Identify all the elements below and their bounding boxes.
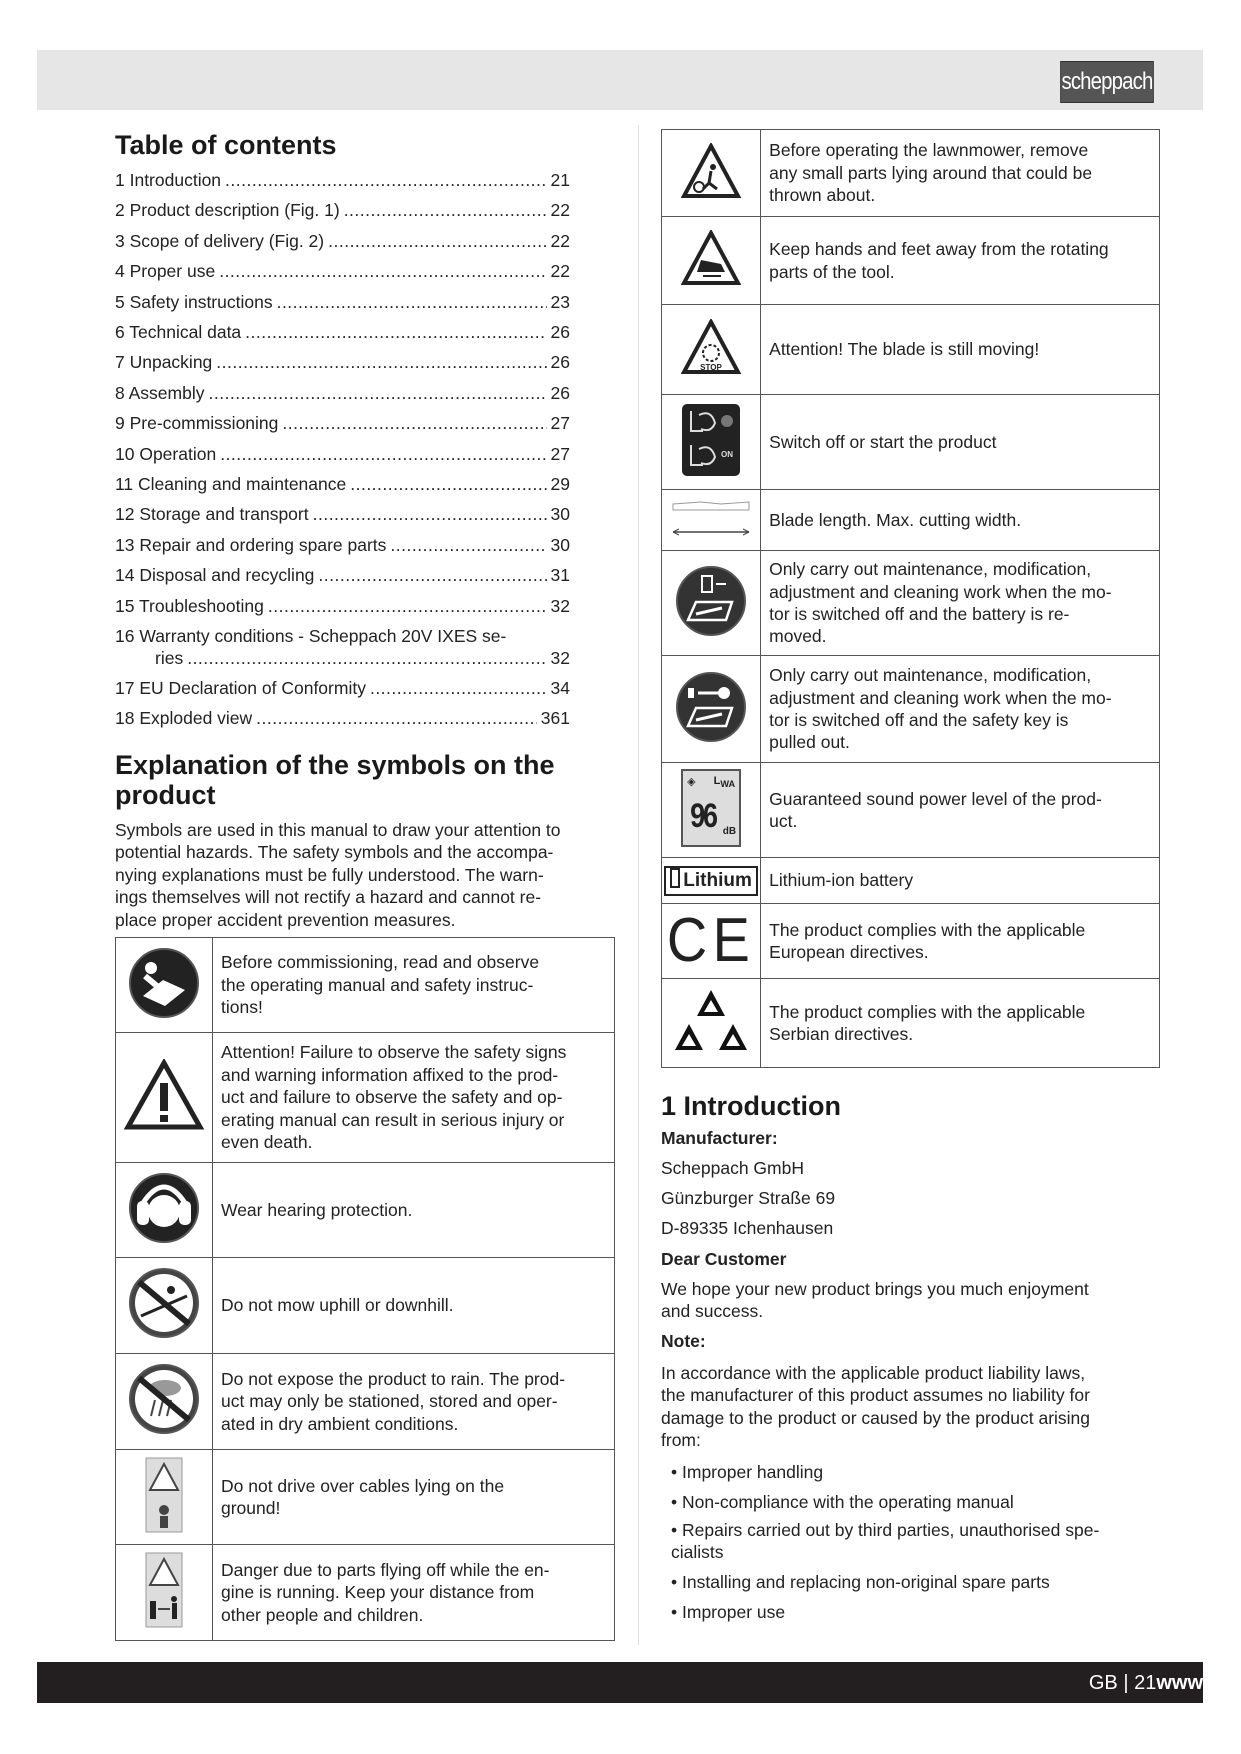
- toc-entry-page: 27: [550, 413, 570, 434]
- symbol-row: [116, 1450, 615, 1545]
- toc-entry-title: 4 Proper use: [115, 261, 216, 282]
- dear-customer-text: We hope your new product brings you much enjoyment and success.: [661, 1279, 1089, 1322]
- toc-entry-title: 17 EU Declaration of Conformity: [115, 678, 366, 698]
- company-city: D-89335 Ichenhausen: [661, 1218, 834, 1238]
- toc-entry-page: 23: [550, 291, 570, 312]
- liability-exclusion-item: • Installing and replacing non-original spare parts: [671, 1572, 1050, 1592]
- no-rain-icon: [116, 1354, 213, 1450]
- symbol-description: Only carry out maintenance, modification, adjustment and cleaning work when the mo- tor is switched off and the battery is re- moved.: [761, 551, 1160, 656]
- bullet-icon: •: [671, 1602, 682, 1622]
- toc-entry[interactable]: [115, 382, 570, 404]
- note-text: In accordance with the applicable product liability laws, the manufacturer of this product assumes no liability for damage to the product or caused by the product arising from:: [661, 1363, 1091, 1451]
- toc-entry-page: 34: [550, 678, 570, 698]
- toc-entry-title: 11 Cleaning and maintenance: [115, 474, 347, 494]
- symbol-row: [662, 979, 1160, 1068]
- liability-exclusion-item: • Improper use: [671, 1602, 786, 1622]
- toc-entry-page: 361: [540, 708, 570, 729]
- svg-text:STOP: STOP: [700, 363, 722, 372]
- toc-entry[interactable]: [115, 707, 570, 729]
- toc-leader: [344, 199, 547, 221]
- symbol-description: Before commissioning, read and observe the operating manual and safety instruc- tions!: [213, 938, 615, 1033]
- toc-entry-title: 8 Assembly: [115, 382, 205, 403]
- symbol-description: Switch off or start the product: [761, 395, 1160, 490]
- svg-text:ON: ON: [721, 449, 734, 459]
- toc-entry-page: 22: [550, 200, 570, 221]
- toc-entry[interactable]: [115, 321, 570, 343]
- symbol-description: Attention! The blade is still moving!: [761, 305, 1160, 395]
- toc-entry[interactable]: [115, 412, 570, 434]
- symbol-row: [662, 858, 1160, 904]
- sound-power-icon: ◈ $L_{WA}$ 96 dB: [662, 763, 761, 858]
- symbol-description: Do not drive over cables lying on the ground!: [213, 1450, 615, 1545]
- cable-warning-icon: [116, 1450, 213, 1545]
- symbol-row: [662, 904, 1160, 979]
- read-manual-icon: [116, 938, 213, 1033]
- toc-entry-title: 10 Operation: [115, 443, 217, 464]
- blade-moving-icon: [662, 305, 761, 395]
- bullet-icon: •: [671, 1492, 682, 1512]
- symbols-heading: Explanation of the symbols on the product: [115, 750, 555, 810]
- toc-entry-title: 15 Troubleshooting: [115, 595, 264, 616]
- toc-title: Table of contents: [115, 130, 337, 160]
- switch-on-off-icon: [662, 395, 761, 490]
- toc-entry-page: 22: [550, 230, 570, 251]
- liability-exclusion-item: • Repairs carried out by third parties, unauthorised spe- cialists: [671, 1520, 1100, 1563]
- symbol-row: [662, 490, 1160, 551]
- toc-entry-title: 6 Technical data: [115, 322, 242, 342]
- symbol-row: [662, 656, 1160, 763]
- symbol-row: [116, 1258, 615, 1354]
- toc-leader: [225, 169, 546, 191]
- rotating-parts-icon: [662, 217, 761, 305]
- lithium-icon: Lithium: [662, 858, 761, 904]
- toc-entry[interactable]: [115, 260, 570, 282]
- bullet-icon: •: [671, 1462, 682, 1482]
- toc-leader: [318, 564, 546, 586]
- toc-leader: [187, 647, 546, 669]
- warning-triangle-icon: [116, 1033, 213, 1163]
- toc-entry-page: 32: [550, 595, 570, 616]
- toc-leader: [220, 443, 546, 465]
- toc-entry-title: 7 Unpacking: [115, 352, 213, 373]
- toc-entry[interactable]: [115, 291, 570, 313]
- symbol-description: The product complies with the applicable European directives.: [761, 904, 1160, 979]
- toc-entry-title: 1 Introduction: [115, 170, 222, 190]
- toc-entry-page: 26: [550, 382, 570, 403]
- toc-leader: [219, 260, 546, 282]
- blade-length-icon: [662, 490, 761, 551]
- toc-entry-page: 21: [550, 170, 570, 190]
- toc-leader: [208, 382, 546, 404]
- column-divider: [638, 125, 639, 1645]
- symbol-description: Lithium-ion battery: [761, 858, 1160, 904]
- symbol-description: Blade length. Max. cutting width.: [761, 490, 1160, 551]
- symbol-row: [662, 395, 1160, 490]
- toc-entry[interactable]: [115, 230, 570, 252]
- toc-entry[interactable]: [115, 625, 570, 647]
- toc-leader: [328, 230, 546, 252]
- page-number: GB | 21www: [1088, 1672, 1203, 1694]
- bullet-icon: •: [671, 1520, 682, 1540]
- toc-entry[interactable]: [115, 534, 570, 556]
- toc-entry-page: 30: [550, 534, 570, 555]
- symbol-row: [662, 763, 1160, 858]
- toc-entry[interactable]: [115, 677, 570, 699]
- symbol-row: [662, 217, 1160, 305]
- symbol-description: Attention! Failure to observe the safety signs and warning information affixed to the prod- uct and failure to observe the safety and op- erating manual can result in serious injury or even death.: [213, 1033, 615, 1163]
- symbols-table-right: [661, 129, 1160, 1068]
- toc-leader: [245, 321, 546, 343]
- toc-entry-page: 31: [550, 565, 570, 586]
- toc-entry-title: 9 Pre-commissioning: [115, 413, 279, 434]
- serbian-mark-icon: [662, 979, 761, 1068]
- toc-entry-page: 30: [550, 504, 570, 525]
- toc-entry-title: 18 Exploded view: [115, 708, 253, 729]
- symbol-row: [116, 1354, 615, 1450]
- hearing-protection-icon: [116, 1163, 213, 1258]
- liability-exclusion-item: • Non-compliance with the operating manual: [671, 1492, 1014, 1512]
- toc-entry-title: 13 Repair and ordering spare parts: [115, 534, 387, 555]
- toc-leader: [277, 291, 547, 313]
- symbol-row: [662, 551, 1160, 656]
- page-footer: [37, 1662, 1203, 1703]
- toc-entry-page: 27: [550, 443, 570, 464]
- symbol-row: [662, 305, 1160, 395]
- toc-leader: [282, 412, 546, 434]
- ce-mark-icon: CE: [662, 904, 761, 979]
- toc-entry[interactable]: [115, 503, 570, 525]
- toc-entry[interactable]: [115, 564, 570, 586]
- symbol-description: Do not expose the product to rain. The prod- uct may only be stationed, stored and oper- ated in dry ambient conditions.: [213, 1354, 615, 1450]
- safety-key-icon: [662, 656, 761, 763]
- toc-leader: [216, 351, 546, 373]
- toc-entry-title: 16 Warranty conditions - Scheppach 20V IXES se-: [115, 626, 507, 646]
- toc-entry[interactable]: [115, 473, 570, 495]
- toc-entry-page: 26: [550, 352, 570, 373]
- toc-leader: [313, 503, 547, 525]
- symbol-row: [116, 938, 615, 1033]
- toc-leader: [268, 595, 547, 617]
- toc-leader: [350, 473, 546, 495]
- toc-entry-title-cont: ries: [155, 648, 184, 668]
- dear-customer-label: Dear Customer: [661, 1249, 787, 1269]
- scheppach-logo: scheppach: [1060, 61, 1154, 103]
- toc-entry[interactable]: [115, 443, 570, 465]
- toc-entry[interactable]: [115, 169, 570, 191]
- symbol-description: The product complies with the applicable Serbian directives.: [761, 979, 1160, 1068]
- symbol-description: Wear hearing protection.: [213, 1163, 615, 1258]
- toc-entry[interactable]: [115, 199, 570, 221]
- symbol-row: [116, 1163, 615, 1258]
- toc-entry-page: 32: [550, 648, 570, 668]
- toc-entry[interactable]: [115, 595, 570, 617]
- manufacturer-label: Manufacturer:: [661, 1128, 778, 1148]
- symbol-description: Danger due to parts flying off while the en- gine is running. Keep your distance from other people and children.: [213, 1545, 615, 1641]
- no-slope-mowing-icon: [116, 1258, 213, 1354]
- toc-entry-page: 29: [550, 474, 570, 494]
- note-label: Note:: [661, 1331, 706, 1351]
- toc-entry[interactable]: [115, 647, 570, 669]
- thrown-objects-icon: [662, 130, 761, 217]
- toc-leader: [256, 707, 537, 729]
- company-name: Scheppach GmbH: [661, 1158, 804, 1178]
- toc-entry-title: 12 Storage and transport: [115, 504, 309, 525]
- flying-parts-icon: [116, 1545, 213, 1641]
- symbol-row: [116, 1033, 615, 1163]
- symbol-row: [662, 130, 1160, 217]
- bullet-icon: •: [671, 1572, 682, 1592]
- toc-entry-page: 26: [550, 322, 570, 342]
- symbol-description: Keep hands and feet away from the rotating parts of the tool.: [761, 217, 1160, 305]
- page-header: [37, 50, 1203, 110]
- liability-exclusion-item: • Improper handling: [671, 1462, 824, 1482]
- symbol-description: Guaranteed sound power level of the prod- uct.: [761, 763, 1160, 858]
- symbol-description: Do not mow uphill or downhill.: [213, 1258, 615, 1354]
- symbol-description: Only carry out maintenance, modification, adjustment and cleaning work when the mo- tor is switched off and the safety key is pulled out.: [761, 656, 1160, 763]
- company-street: Günzburger Straße 69: [661, 1188, 836, 1208]
- toc-leader: [370, 677, 547, 699]
- toc-entry-title: 14 Disposal and recycling: [115, 565, 315, 586]
- symbols-intro: Symbols are used in this manual to draw your attention to potential hazards. The safety symbols and the accompa- nying explanations must be fully understood. The warn- ings themselves will not rectify a hazard and cannot re- place proper accident prevention measures.: [115, 820, 561, 930]
- toc-entry-title: 3 Scope of delivery (Fig. 2): [115, 230, 325, 251]
- toc-entry-page: 22: [550, 261, 570, 282]
- introduction-heading: 1 Introduction: [661, 1091, 841, 1121]
- toc-leader: [390, 534, 546, 556]
- toc-entry-title: 2 Product description (Fig. 1): [115, 200, 340, 221]
- symbol-row: [116, 1545, 615, 1641]
- symbol-description: Before operating the lawnmower, remove any small parts lying around that could be thrown about.: [761, 130, 1160, 217]
- toc-entry-title: 5 Safety instructions: [115, 291, 273, 312]
- toc-entry[interactable]: [115, 351, 570, 373]
- battery-removed-icon: [662, 551, 761, 656]
- symbols-table-left: [115, 937, 615, 1641]
